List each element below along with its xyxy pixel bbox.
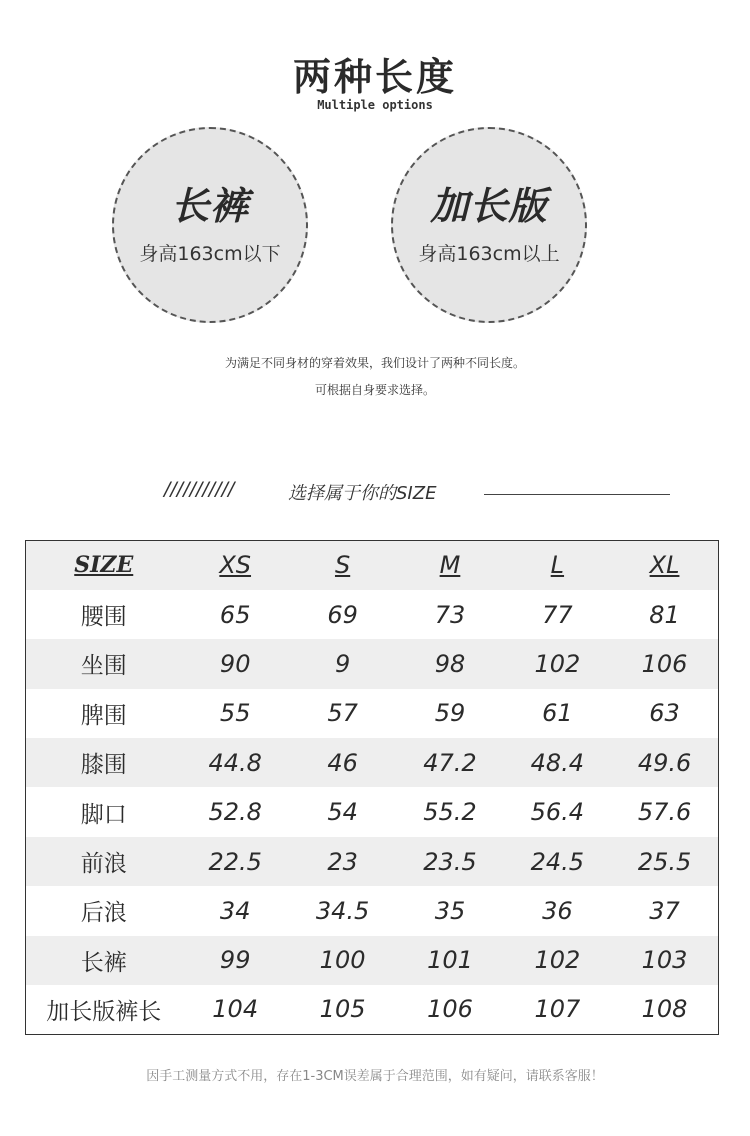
- size-header-xl: XL: [611, 541, 718, 590]
- size-section-title: 选择属于你的SIZE: [288, 483, 437, 504]
- table-row: [26, 590, 719, 639]
- heading-divider-line: [484, 494, 670, 495]
- table-cell: 106: [611, 639, 718, 688]
- table-cell: 57.6: [637, 798, 692, 827]
- table-cell: 100: [289, 936, 396, 985]
- option-long-name: 加长版: [430, 184, 548, 228]
- table-cell: 22.5: [182, 837, 289, 886]
- table-cell: 56.4: [530, 798, 585, 827]
- table-cell: 23.5: [396, 837, 503, 886]
- table-cell: 55: [219, 699, 251, 728]
- table-cell: 23: [289, 837, 396, 886]
- table-row: [26, 689, 719, 738]
- size-column-header: SIZE: [26, 541, 182, 590]
- table-cell: 37: [649, 896, 680, 925]
- table-cell: 35: [434, 896, 466, 925]
- table-cell: 101: [396, 936, 503, 985]
- table-cell: 102: [504, 936, 611, 985]
- table-cell: 55.2: [423, 798, 477, 827]
- option-regular-badge: [112, 127, 308, 323]
- description-line-1: 为满足不同身材的穿着效果，我们设计了两种不同长度。: [224, 356, 525, 370]
- row-label: 脚口: [80, 801, 127, 828]
- size-header-s: S: [289, 541, 396, 590]
- size-chart-table: [25, 540, 719, 1035]
- page-title: 两种长度: [292, 55, 457, 99]
- table-cell: 99: [182, 936, 289, 985]
- row-label: 前浪: [26, 837, 182, 886]
- table-cell: 49.6: [611, 738, 718, 787]
- option-long-desc: 身高163cm以上: [418, 243, 560, 265]
- size-header-l: L: [504, 541, 611, 590]
- table-cell: 61: [542, 699, 573, 728]
- table-cell: 44.8: [182, 738, 289, 787]
- table-row: [26, 985, 719, 1034]
- row-label: 加长版裤长: [46, 998, 162, 1025]
- table-row: [26, 936, 719, 985]
- option-regular-name: 长裤: [170, 184, 249, 228]
- table-cell: 52.8: [208, 798, 262, 827]
- table-cell: 25.5: [611, 837, 718, 886]
- size-header-m: M: [396, 541, 503, 590]
- table-cell: 103: [611, 936, 718, 985]
- table-cell: 98: [396, 639, 503, 688]
- row-label: 坐围: [26, 639, 182, 688]
- table-cell: 54: [327, 798, 358, 827]
- page-subtitle: Multiple options: [317, 98, 433, 112]
- table-cell: 24.5: [504, 837, 611, 886]
- table-cell: 104: [212, 995, 259, 1024]
- table-row: [26, 886, 719, 935]
- table-cell: 90: [182, 639, 289, 688]
- table-cell: 105: [319, 995, 366, 1024]
- table-row: [26, 738, 719, 787]
- row-label: 后浪: [80, 900, 127, 927]
- table-cell: 59: [434, 699, 466, 728]
- table-cell: 69: [327, 600, 358, 629]
- table-cell: 102: [504, 639, 611, 688]
- table-cell: 81: [649, 600, 680, 629]
- option-long-badge: [391, 127, 587, 323]
- table-cell: 34: [219, 896, 251, 925]
- decorative-slashes: ///////////: [164, 478, 235, 500]
- table-cell: 106: [427, 995, 473, 1024]
- row-label: 脾围: [80, 702, 127, 729]
- row-label: 长裤: [26, 936, 182, 985]
- table-cell: 36: [542, 896, 573, 925]
- table-cell: 34.5: [315, 896, 370, 925]
- table-cell: 9: [289, 639, 396, 688]
- table-cell: 47.2: [396, 738, 503, 787]
- table-header-row: [26, 541, 719, 590]
- table-cell: 107: [534, 995, 581, 1024]
- description-line-2: 可根据自身要求选择。: [314, 383, 435, 397]
- table-cell: 48.4: [504, 738, 611, 787]
- table-cell: 46: [289, 738, 396, 787]
- table-cell: 57: [327, 699, 358, 728]
- table-cell: 63: [649, 699, 680, 728]
- table-row: [26, 787, 719, 836]
- row-label: 腰围: [80, 604, 127, 631]
- table-row: [26, 837, 719, 886]
- table-cell: 73: [434, 600, 466, 629]
- option-regular-desc: 身高163cm以下: [139, 243, 281, 265]
- row-label: 膝围: [26, 738, 182, 787]
- table-cell: 77: [542, 600, 573, 629]
- measurement-disclaimer: 因手工测量方式不用，存在1-3CM误差属于合理范围，如有疑问，请联系客服！: [146, 1069, 604, 1084]
- table-cell: 108: [641, 995, 688, 1024]
- table-row: [26, 639, 719, 688]
- size-header-xs: XS: [182, 541, 289, 590]
- table-cell: 65: [219, 600, 251, 629]
